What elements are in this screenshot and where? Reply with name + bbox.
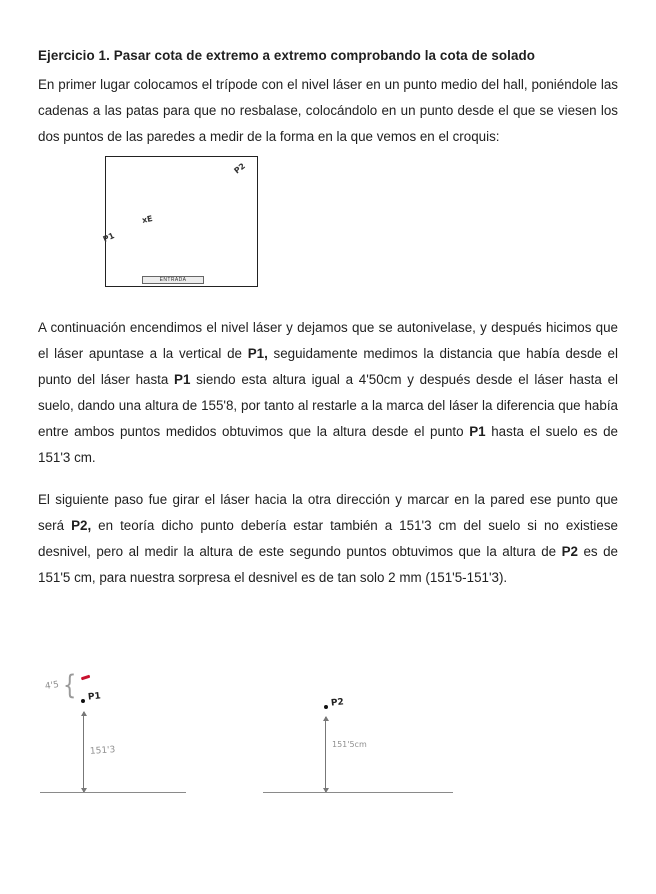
croquis-mark-p2: P2: [232, 161, 247, 176]
croquis-mark-p1: P1: [101, 231, 116, 244]
croquis-entrance-box: [142, 276, 204, 284]
document-page: [0, 46, 656, 757]
paragraph-measure-p2: El siguiente paso fue girar el láser hacia la otra dirección y marcar en la pared ese punto que será P2, en teoría dicho punto debería estar también a 151'3 cm del suelo si no existiese desnivel, pero al medir la altura de este segundo puntos obtuvimos que la altura de P2 es de 151'5 cm, para nuestra sorpresa el desnivel es de tan solo 2 mm (151'5-151'3).: [38, 492, 618, 585]
ground-line-right: [263, 792, 453, 793]
height-diagram: [0, 666, 656, 826]
croquis-sketch-box: [101, 156, 258, 287]
document-content: [0, 46, 656, 591]
point-p1-label: P1: [87, 691, 102, 703]
croquis-mark-station: xE: [141, 213, 154, 226]
point-p2-label: P2: [330, 697, 345, 709]
paragraph-measure-p1: A continuación encendimos el nivel láser y dejamos que se autonivelase, y después hicimos que el láser apuntase a la vertical de P1, seguidamente medimos la distancia que había desde el punto del láser hasta P1 siendo esta altura igual a 4'50cm y después desde el láser hasta el suelo, dando una altura de 155'8, por tanto al restarle a la marca del láser la diferencia que había entre ambos puntos medidos obtuvimos que la altura desde el punto P1 hasta el suelo es de 151'3 cm.: [38, 320, 618, 465]
height-label-left: 151'3: [89, 745, 116, 757]
laser-mark-icon: [81, 675, 90, 680]
height-label-right: 151'5cm: [332, 740, 367, 749]
paragraph-intro: En primer lugar colocamos el trípode con el nivel láser en un punto medio del hall, poniéndole las cadenas a las patas para que no resbalase, colocándolo en un punto desde el que se viesen los dos puntos de las paredes a medir de la forma en la que vemos en el croquis:: [38, 77, 618, 144]
offset-bracket-icon: {: [63, 670, 77, 700]
point-p2-dot: [324, 705, 328, 709]
page-title: Ejercicio 1. Pasar cota de extremo a extremo comprobando la cota de solado: [38, 48, 536, 63]
ground-line-left: [40, 792, 186, 793]
height-arrow-left-icon: [83, 712, 84, 792]
laser-offset-label: 4'5: [44, 680, 60, 692]
point-p1-dot: [81, 699, 85, 703]
height-arrow-right-icon: [325, 717, 326, 792]
croquis-entrance-label: ENTRADA: [159, 276, 187, 283]
